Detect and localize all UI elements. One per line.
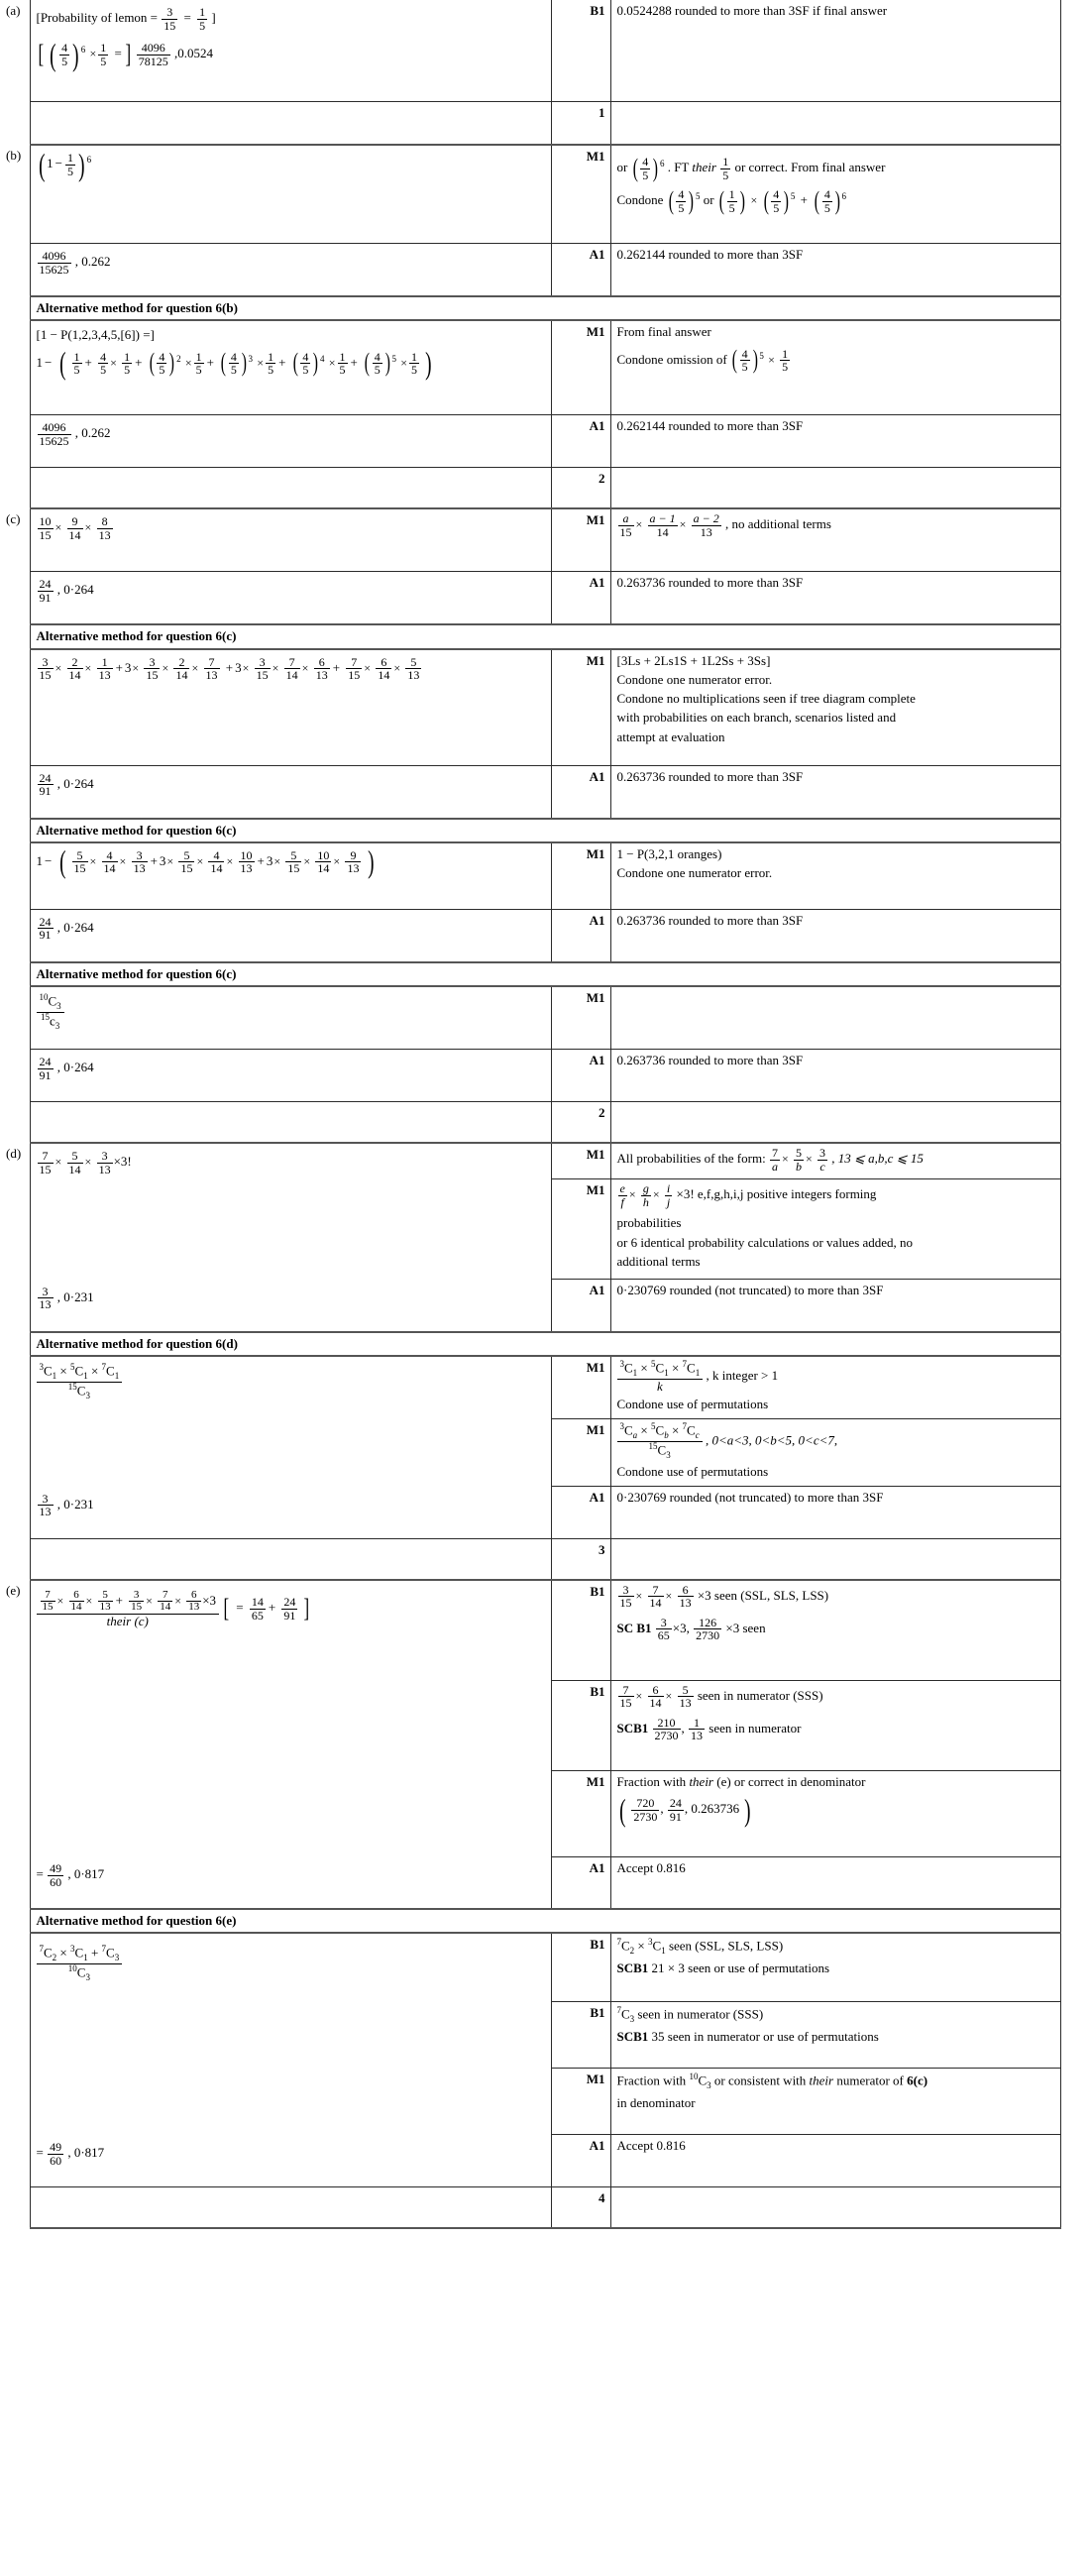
- total-c: 2: [551, 1102, 610, 1144]
- mark-a-b1: B1: [551, 0, 610, 102]
- notes-a-b1: [610, 0, 1060, 102]
- notes-d-m1a: [610, 1143, 1060, 1179]
- alt-b-expansion: 1 − ( $\frac{1}{5}$ + $\frac{4}{5}$ × $\frac{1}{5}$ + ( $\frac{4}{5}$ ) $^2$ × $\frac{1}{5}$ + ( $\frac{4}{5}$ ) $^3$ × $\frac{1}{5}$ + ( $\frac{4}{5}$ ) $^4$ × $\frac{1}{5}$ + ( $\frac{4}{5}$ ) $^5$ × $\frac{1}{5}$ ): [36, 345, 432, 382]
- working-alt-b-answer: [30, 415, 551, 468]
- note-text: 0.262144 rounded to more than 3SF: [616, 247, 804, 262]
- notes-c-m1: [610, 508, 1060, 572]
- part-spacer: [0, 986, 30, 1050]
- a-calculation-line: [ ( $\frac{4}{5}$ ) $^6$ × $\frac{1}{5}$ = ] $\frac{4096}{78125}$ ,0.0524: [38, 36, 214, 72]
- mark-c-a1: A1: [551, 572, 610, 625]
- mark-b-a1: A1: [551, 244, 610, 297]
- part-spacer: [0, 244, 30, 297]
- part-spacer: [0, 1770, 30, 1856]
- working-b: [30, 145, 551, 244]
- mark-alt-c3-a1: A1: [551, 1050, 610, 1102]
- alt-e-answer: = $\frac{49}{60}$ , 0·817: [36, 2139, 105, 2168]
- note-text: 0.263736 rounded to more than 3SF: [616, 912, 804, 928]
- note-text: 0.262144 rounded to more than 3SF: [616, 418, 804, 434]
- note-text: 0.0524288 rounded to more than 3SF if final answer: [616, 3, 888, 18]
- note-line: SC B1 $\frac{3}{65}$ ×3, $\frac{126}{2730}$ ×3 seen: [616, 1615, 766, 1643]
- row-alt-c1-m1: [0, 649, 1060, 766]
- mark-alt-d-m1b: M1: [551, 1419, 610, 1487]
- working-c-total-blank: [30, 1102, 551, 1144]
- part-spacer: [0, 624, 30, 648]
- note-line: $\frac{e}{f}$ × $\frac{g}{h}$ × $\frac{i}{j}$ ×3! e,f,g,h,i,j positive integers forming: [619, 1181, 877, 1209]
- alt-d-answer: $\frac{3}{13}$ , 0·231: [39, 1491, 94, 1519]
- part-spacer: [0, 842, 30, 910]
- note-text: From final answer: [616, 324, 711, 340]
- mark-alt-e-m1: M1: [551, 2069, 610, 2135]
- note-line: or ( $\frac{4}{5}$ ) $^6$ . FT their $\frac{1}{5}$ or correct. From final answer: [616, 153, 886, 182]
- part-spacer: [0, 1179, 30, 1280]
- part-spacer: [0, 102, 30, 146]
- note-text: Condone no multiplications seen if tree diagram complete: [616, 691, 916, 706]
- row-alt-b-heading: [0, 296, 1060, 320]
- note-text: attempt at evaluation: [616, 728, 725, 744]
- part-spacer: [0, 1356, 30, 1419]
- notes-alt-d-m1b: [610, 1419, 1060, 1487]
- part-label-a: (a): [6, 3, 21, 18]
- total-e: 4: [551, 2186, 610, 2228]
- working-alt-e: [30, 1933, 551, 2135]
- notes-e-m1: [610, 1770, 1060, 1856]
- a-probability-line: [Probability of lemon = $\frac{3}{15}$ = $\frac{1}{5}$ ]: [36, 5, 216, 33]
- alt-heading-c2: Alternative method for question 6(c): [30, 819, 1060, 842]
- row-c-a1: [0, 572, 1060, 625]
- note-text: 0·230769 rounded (not truncated) to more than 3SF: [616, 1283, 884, 1298]
- note-text: [3Ls + 2Ls1S + 1L2Ss + 3Ss]: [616, 652, 771, 668]
- part-label-b: (b): [6, 148, 22, 163]
- notes-d-m1b: [610, 1179, 1060, 1280]
- part-spacer: [0, 320, 30, 415]
- notes-e-total-blank: [610, 2186, 1060, 2228]
- row-b-total: [0, 468, 1060, 509]
- mark-alt-d-m1a: M1: [551, 1356, 610, 1419]
- working-alt-c3-answer: [30, 1050, 551, 1102]
- row-c-total: [0, 1102, 1060, 1144]
- part-label-d: (d): [6, 1146, 22, 1161]
- note-line: $\frac{a}{15}$ × $\frac{a - 1}{14}$ × $\frac{a - 2}{13}$ , no additional terms: [619, 511, 831, 539]
- row-e-total: [0, 2186, 1060, 2228]
- part-spacer: [0, 1102, 30, 1144]
- part-spacer: [0, 1680, 30, 1770]
- part-spacer: [0, 2135, 30, 2187]
- notes-e-b1a: [610, 1580, 1060, 1681]
- row-alt-c3-m1: [0, 986, 1060, 1050]
- note-text: Condone one numerator error.: [616, 671, 773, 687]
- alt-d-expression: $\frac{^3C_1 \times ^5C_1 \times ^7C_1}{^{15}C_3}$: [37, 1363, 546, 1401]
- notes-alt-c3-a1: [610, 1050, 1060, 1102]
- row-alt-c1-heading: [0, 624, 1060, 648]
- note-line: Fraction with $^{10}C_3$ or consistent with their numerator of 6(c): [616, 2072, 928, 2091]
- notes-alt-d-m1a: [610, 1356, 1060, 1419]
- working-e: [30, 1580, 551, 1857]
- notes-d-total-blank: [610, 1538, 1060, 1580]
- working-e-total-blank: [30, 2186, 551, 2228]
- notes-d-a1: [610, 1280, 1060, 1332]
- d-answer: $\frac{3}{13}$ , 0·231: [39, 1284, 94, 1312]
- row-alt-c2-m1: [0, 842, 1060, 910]
- notes-alt-e-b1b: [610, 2002, 1060, 2069]
- notes-alt-c3-m1: [610, 986, 1060, 1050]
- row-e-a1: [0, 1856, 1060, 1909]
- part-spacer: [0, 468, 30, 509]
- c-answer: $\frac{24}{91}$ , 0·264: [39, 577, 94, 605]
- part-label-e: (e): [6, 1582, 21, 1598]
- part-spacer: [0, 296, 30, 320]
- part-spacer: [0, 1419, 30, 1487]
- note-text: in denominator: [616, 2094, 696, 2110]
- d-expression: $\frac{7}{15}$ × $\frac{5}{14}$ × $\frac{3}{13}$ ×3!: [39, 1149, 132, 1176]
- note-line: Fraction with their (e) or correct in denominator: [616, 1773, 866, 1789]
- part-spacer: [0, 765, 30, 819]
- part-spacer: [0, 1280, 30, 1332]
- part-spacer: [0, 819, 30, 842]
- alt-c3-expression: $\frac{^{10}C_3}{^{15}c_3}$: [37, 993, 546, 1032]
- row-d-m1a: [0, 1143, 1060, 1179]
- notes-alt-e-m1: [610, 2069, 1060, 2135]
- alt-c1-expression: $\frac{3}{15}$ × $\frac{2}{14}$ × $\frac{1}{13}$ + 3× $\frac{3}{15}$ × $\frac{2}{14}$ × $\frac{7}{13}$ + 3× $\frac{3}{15}$ × $\frac{7}{14}$ × $\frac{6}{13}$ + $\frac{7}{15}$ × $\frac{6}{14}$ × $\frac{5}{13}$: [39, 654, 420, 683]
- mark-e-a1: A1: [551, 1856, 610, 1909]
- working-a: [30, 0, 551, 102]
- mark-alt-e-b1a: B1: [551, 1933, 610, 2002]
- notes-alt-c2-m1: [610, 842, 1060, 910]
- row-d-a1: [0, 1280, 1060, 1332]
- note-text: 0.263736 rounded to more than 3SF: [616, 1053, 804, 1067]
- working-c-answer: [30, 572, 551, 625]
- b-answer: $\frac{4096}{15625}$ , 0.262: [39, 249, 111, 277]
- notes-alt-e-b1a: [610, 1933, 1060, 2002]
- alt-c1-answer: $\frac{24}{91}$ , 0·264: [39, 770, 94, 799]
- note-text: 0.263736 rounded to more than 3SF: [616, 575, 804, 591]
- part-spacer: [0, 909, 30, 962]
- working-d-total-blank: [30, 1538, 551, 1580]
- notes-b-m1: [610, 145, 1060, 244]
- row-a-total: [0, 102, 1060, 146]
- note-text: Accept 0.816: [616, 1859, 686, 1875]
- working-alt-c2: [30, 842, 551, 910]
- working-d-answer: [30, 1280, 551, 1332]
- alt-b-answer: $\frac{4096}{15625}$ , 0.262: [39, 420, 111, 448]
- c-expression: $\frac{10}{15}$ × $\frac{9}{14}$ × $\frac{8}{13}$: [39, 514, 111, 542]
- working-alt-c3: [30, 986, 551, 1050]
- working-alt-d-answer: [30, 1487, 551, 1539]
- working-alt-c1-answer: [30, 765, 551, 819]
- mark-e-m1: M1: [551, 1770, 610, 1856]
- part-spacer: [0, 572, 30, 625]
- mark-alt-c2-a1: A1: [551, 909, 610, 962]
- notes-c-a1: [610, 572, 1060, 625]
- alt-c2-expression: 1 − ( $\frac{5}{15}$ × $\frac{4}{14}$ × $\frac{3}{13}$ + 3× $\frac{5}{15}$ × $\frac{4}{14}$ × $\frac{10}{13}$ + 3× $\frac{5}{15}$ × $\frac{10}{14}$ × $\frac{9}{13}$ ): [36, 843, 375, 880]
- note-line: $\frac{^3C_a \times ^5C_b \times ^7C_c}{^{15}C_3}$ , 0<a<3, 0<b<5, 0<c<7,: [617, 1422, 1055, 1461]
- alt-heading-d: Alternative method for question 6(d): [30, 1332, 1060, 1356]
- working-d: [30, 1143, 551, 1280]
- working-b-answer: [30, 244, 551, 297]
- row-alt-d-a1: [0, 1487, 1060, 1539]
- total-b: 2: [551, 468, 610, 509]
- part-spacer: [0, 962, 30, 986]
- mark-d-m1b: M1: [551, 1179, 610, 1280]
- note-line: $^7C_2 \times ^3C_1$ seen (SSL, SLS, LSS): [616, 1937, 784, 1957]
- note-text: 0.263736 rounded to more than 3SF: [616, 768, 804, 784]
- mark-e-b1a: B1: [551, 1580, 610, 1681]
- notes-e-a1: [610, 1856, 1060, 1909]
- e-answer: = $\frac{49}{60}$ , 0·817: [36, 1861, 105, 1889]
- row-d-total: [0, 1538, 1060, 1580]
- note-line: SCB1 $\frac{210}{2730}$ , $\frac{1}{13}$ seen in numerator: [616, 1715, 802, 1743]
- row-c-m1: [0, 508, 1060, 572]
- notes-e-b1b: [610, 1680, 1060, 1770]
- note-text: Accept 0.816: [616, 2138, 686, 2154]
- row-alt-d-heading: [0, 1332, 1060, 1356]
- note-line: $\frac{3}{15}$ × $\frac{7}{14}$ × $\frac{6}{13}$ ×3 seen (SSL, SLS, LSS): [619, 1582, 829, 1611]
- mark-b-m1: M1: [551, 145, 610, 244]
- part-spacer: [0, 415, 30, 468]
- part-label-c: (c): [6, 511, 21, 527]
- working-alt-c2-answer: [30, 909, 551, 962]
- mark-alt-b-a1: A1: [551, 415, 610, 468]
- working-c: [30, 508, 551, 572]
- notes-alt-b-m1: [610, 320, 1060, 415]
- part-spacer: [0, 1050, 30, 1102]
- note-line: SCB1 35 seen in numerator or use of permutations: [616, 2028, 879, 2044]
- row-alt-e-heading: [0, 1909, 1060, 1933]
- note-text: Condone one numerator error.: [616, 865, 773, 880]
- alt-heading-b: Alternative method for question 6(b): [30, 296, 1060, 320]
- part-spacer: [0, 1487, 30, 1539]
- part-spacer: [0, 2186, 30, 2228]
- note-line: ( $\frac{720}{2730}$ , $\frac{24}{91}$ , 0.263736 ): [618, 1791, 751, 1828]
- alt-c3-answer: $\frac{24}{91}$ , 0·264: [39, 1055, 94, 1082]
- alt-heading-e: Alternative method for question 6(e): [30, 1909, 1060, 1933]
- note-text: or 6 identical probability calculations or values added, no: [616, 1234, 914, 1250]
- working-alt-b: [30, 320, 551, 415]
- working-alt-c1: [30, 649, 551, 766]
- row-alt-c3-heading: [0, 962, 1060, 986]
- alt-c2-answer: $\frac{24}{91}$ , 0·264: [39, 914, 94, 943]
- working-a-total-blank: [30, 102, 551, 146]
- note-text: additional terms: [616, 1253, 701, 1269]
- working-e-answer: [30, 1856, 551, 1909]
- mark-d-m1a: M1: [551, 1143, 610, 1179]
- note-text: probabilities: [616, 1215, 682, 1231]
- total-d: 3: [551, 1538, 610, 1580]
- row-e-b1a: [0, 1580, 1060, 1681]
- alt-b-bracket: [1 − P(1,2,3,4,5,[6]) =]: [36, 327, 155, 343]
- row-alt-c1-a1: [0, 765, 1060, 819]
- note-line: SCB1 21 × 3 seen or use of permutations: [616, 1960, 830, 1975]
- part-spacer: [0, 1332, 30, 1356]
- mark-alt-c2-m1: M1: [551, 842, 610, 910]
- notes-alt-c1-m1: [610, 649, 1060, 766]
- mark-alt-b-m1: M1: [551, 320, 610, 415]
- note-line: Condone ( $\frac{4}{5}$ ) $^5$ or ( $\frac{1}{5}$ ) × ( $\frac{4}{5}$ ) $^5$ + ( $\frac{4}{5}$ ) $^6$: [616, 186, 847, 216]
- notes-alt-c1-a1: [610, 765, 1060, 819]
- mark-alt-e-a1: A1: [551, 2135, 610, 2187]
- notes-c-total-blank: [610, 1102, 1060, 1144]
- mark-alt-d-a1: A1: [551, 1487, 610, 1539]
- part-spacer: [0, 1909, 30, 1933]
- total-a: 1: [551, 102, 610, 146]
- notes-a-total-blank: [610, 102, 1060, 146]
- e-expression: $\frac{7}{15}$ × $\frac{6}{14}$ × $\frac{5}{13}$ + $\frac{3}{15}$ × $\frac{7}{14}$ × $\frac{6}{13}$ ×3 their (c) [ = $\frac{14}{65}$ + $\frac{24}{91}$ ]: [37, 1590, 546, 1628]
- row-alt-e-b1a: [0, 1933, 1060, 2002]
- mark-alt-c1-a1: A1: [551, 765, 610, 819]
- row-alt-e-a1: [0, 2135, 1060, 2187]
- note-text: 1 − P(3,2,1 oranges): [616, 845, 722, 861]
- note-text: with probabilities on each branch, scenarios listed and: [616, 710, 897, 726]
- working-b-total-blank: [30, 468, 551, 509]
- working-alt-d: [30, 1356, 551, 1487]
- note-text: Condone use of permutations: [616, 1397, 769, 1412]
- note-line: Condone omission of ( $\frac{4}{5}$ ) $^5$ × $\frac{1}{5}$: [616, 345, 789, 375]
- mark-alt-c1-m1: M1: [551, 649, 610, 766]
- mark-d-a1: A1: [551, 1280, 610, 1332]
- row-alt-b-a1: [0, 415, 1060, 468]
- working-alt-e-answer: [30, 2135, 551, 2187]
- note-text: 0·230769 rounded (not truncated) to more than 3SF: [616, 1490, 884, 1506]
- mark-alt-e-b1b: B1: [551, 2002, 610, 2069]
- part-spacer: [0, 1856, 30, 1909]
- row-alt-c3-a1: [0, 1050, 1060, 1102]
- row-b-a1: [0, 244, 1060, 297]
- row-alt-d-m1a: [0, 1356, 1060, 1419]
- part-spacer: [0, 1538, 30, 1580]
- mark-alt-c3-m1: M1: [551, 986, 610, 1050]
- alt-heading-c1: Alternative method for question 6(c): [30, 624, 1060, 648]
- row-b-m1: [0, 145, 1060, 244]
- mark-c-m1: M1: [551, 508, 610, 572]
- note-text: Condone use of permutations: [616, 1463, 769, 1479]
- row-a-b1: [0, 0, 1060, 102]
- part-spacer: [0, 2002, 30, 2069]
- row-alt-b-m1: [0, 320, 1060, 415]
- row-alt-c2-a1: [0, 909, 1060, 962]
- b-expression: ( 1 − $\frac{1}{5}$ ) $^6$: [38, 146, 92, 182]
- note-line: $^7C_3$ seen in numerator (SSS): [616, 2005, 764, 2025]
- notes-b-total-blank: [610, 468, 1060, 509]
- note-line: All probabilities of the form: $\frac{7}{a}$ × $\frac{5}{b}$ × $\frac{3}{c}$ , 13 ⩽ a,b,c ⩽ 15: [616, 1146, 924, 1174]
- row-alt-c2-heading: [0, 819, 1060, 842]
- part-spacer: [0, 1933, 30, 2002]
- alt-e-expression: $\frac{^7C_2 \times ^3C_1 + ^7C_3}{^{10}C_3}$: [37, 1945, 546, 1983]
- mark-e-b1b: B1: [551, 1680, 610, 1770]
- notes-alt-b-a1: [610, 415, 1060, 468]
- notes-alt-c2-a1: [610, 909, 1060, 962]
- alt-heading-c3: Alternative method for question 6(c): [30, 962, 1060, 986]
- notes-alt-d-a1: [610, 1487, 1060, 1539]
- part-spacer: [0, 649, 30, 766]
- notes-b-a1: [610, 244, 1060, 297]
- note-line: $\frac{7}{15}$ × $\frac{6}{14}$ × $\frac{5}{13}$ seen in numerator (SSS): [619, 1682, 823, 1711]
- notes-alt-e-a1: [610, 2135, 1060, 2187]
- note-line: $\frac{^3C_1 \times ^5C_1 \times ^7C_1}{k}$ , k integer > 1: [617, 1360, 1055, 1394]
- part-spacer: [0, 2069, 30, 2135]
